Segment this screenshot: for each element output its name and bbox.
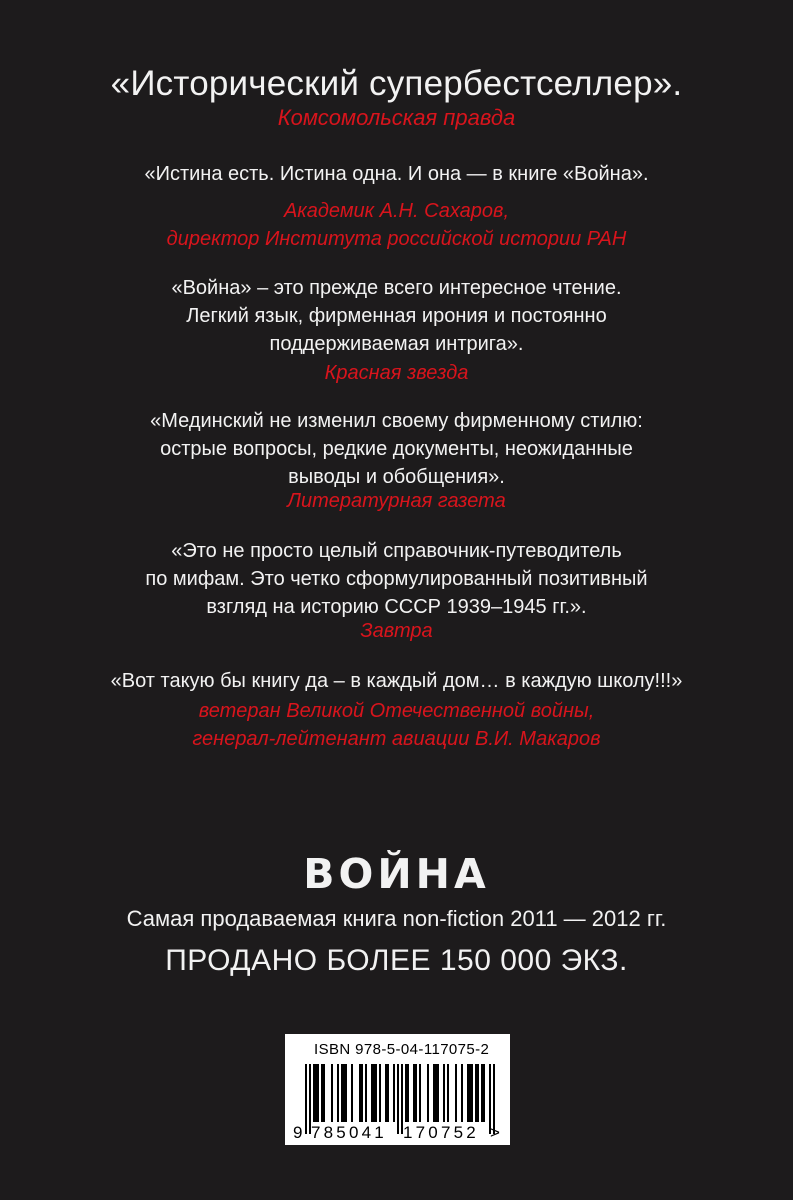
review-2-line-1: «Война» – это прежде всего интересное чтение. [171, 277, 622, 299]
barcode-bar [437, 1064, 439, 1122]
barcode-bar [407, 1064, 409, 1122]
barcode-bar [373, 1064, 375, 1122]
barcode-bar [345, 1064, 347, 1122]
barcode-bar [379, 1064, 381, 1122]
barcode-bar [481, 1064, 483, 1122]
headline-source: Комсомольская правда [277, 105, 516, 130]
review-3-source: Литературная газета [287, 490, 506, 512]
barcode-left-digits: 785041 [311, 1123, 387, 1142]
barcode-bar [427, 1064, 429, 1122]
barcode-bar [471, 1064, 473, 1122]
barcode-bar [435, 1064, 437, 1122]
book-title: ВОЙНА [303, 850, 490, 898]
barcode-bar [317, 1064, 319, 1122]
barcode-bar [387, 1064, 389, 1122]
review-3-line-2: острые вопросы, редкие документы, неожиданные [160, 438, 633, 460]
book-subtitle: Самая продаваемая книга non-fiction 2011 — 2012 гг. [126, 906, 667, 931]
barcode-bar [475, 1064, 477, 1122]
review-1-line-1: «Истина есть. Истина одна. И она — в книге «Война». [144, 163, 649, 185]
barcode-bar [413, 1064, 415, 1122]
barcode-bar [433, 1064, 435, 1122]
barcode-bar [361, 1064, 363, 1122]
review-5-source-1: ветеран Великой Отечественной войны, [198, 700, 595, 722]
review-2-source: Красная звезда [324, 362, 469, 384]
barcode-right-digits: 170752 [403, 1123, 479, 1142]
barcode-bar [305, 1064, 307, 1134]
review-5-line-1: «Вот такую бы книгу да – в каждый дом… в каждую школу!!!» [110, 670, 683, 692]
barcode-bar [393, 1064, 395, 1122]
review-4-line-1: «Это не просто целый справочник-путеводитель [171, 540, 622, 562]
review-1-source-2: директор Института российской истории РАН [166, 228, 627, 250]
review-3-line-3: выводы и обобщения». [288, 466, 505, 488]
barcode-bar [469, 1064, 471, 1122]
barcode-bar [375, 1064, 377, 1122]
barcode-bar [467, 1064, 469, 1122]
barcode-bar [477, 1064, 479, 1122]
barcode-first-digit: 9 [293, 1123, 303, 1142]
isbn-label: ISBN 978-5-04-117075-2 [314, 1041, 490, 1058]
barcode-bar [315, 1064, 317, 1122]
barcode-bar [447, 1064, 449, 1122]
barcode-bar [483, 1064, 485, 1122]
barcode-bar [359, 1064, 361, 1122]
review-4-line-2: по мифам. Это четко сформулированный позитивный [145, 568, 648, 590]
review-4-line-3: взгляд на историю СССР 1939–1945 гг.». [206, 596, 587, 618]
barcode-bar [385, 1064, 387, 1122]
barcode-bar [343, 1064, 345, 1122]
barcode-bar [331, 1064, 333, 1122]
barcode-bar [405, 1064, 407, 1122]
review-2-line-2: Легкий язык, фирменная ирония и постоянно [186, 305, 607, 327]
barcode-bar [323, 1064, 325, 1122]
barcode-bar [419, 1064, 421, 1122]
barcode-bars-graphic [285, 1034, 510, 1145]
review-5-source-2: генерал-лейтенант авиации В.И. Макаров [192, 728, 601, 750]
barcode-bar [321, 1064, 323, 1122]
barcode-bar [365, 1064, 367, 1122]
barcode-bar [351, 1064, 353, 1122]
barcode-bar [371, 1064, 373, 1122]
barcode-bar [455, 1064, 457, 1122]
barcode-bar [461, 1064, 463, 1122]
barcode-bar [443, 1064, 445, 1122]
isbn-barcode [285, 1034, 510, 1145]
review-1-source-1: Академик А.Н. Сахаров, [283, 200, 510, 222]
review-2-line-3: поддерживаемая интрига». [269, 333, 524, 355]
sold-count: ПРОДАНО БОЛЕЕ 150 000 ЭКЗ. [165, 944, 628, 977]
review-3-line-1: «Мединский не изменил своему фирменному стилю: [150, 410, 643, 432]
headline-quote: «Исторический супербестселлер». [110, 64, 683, 103]
barcode-bar [341, 1064, 343, 1122]
barcode-bar [313, 1064, 315, 1122]
barcode-bar [415, 1064, 417, 1122]
barcode-bar [337, 1064, 339, 1122]
barcode-quiet-mark: > [490, 1123, 500, 1142]
review-4-source: Завтра [360, 620, 433, 642]
barcode-bar [397, 1064, 399, 1134]
